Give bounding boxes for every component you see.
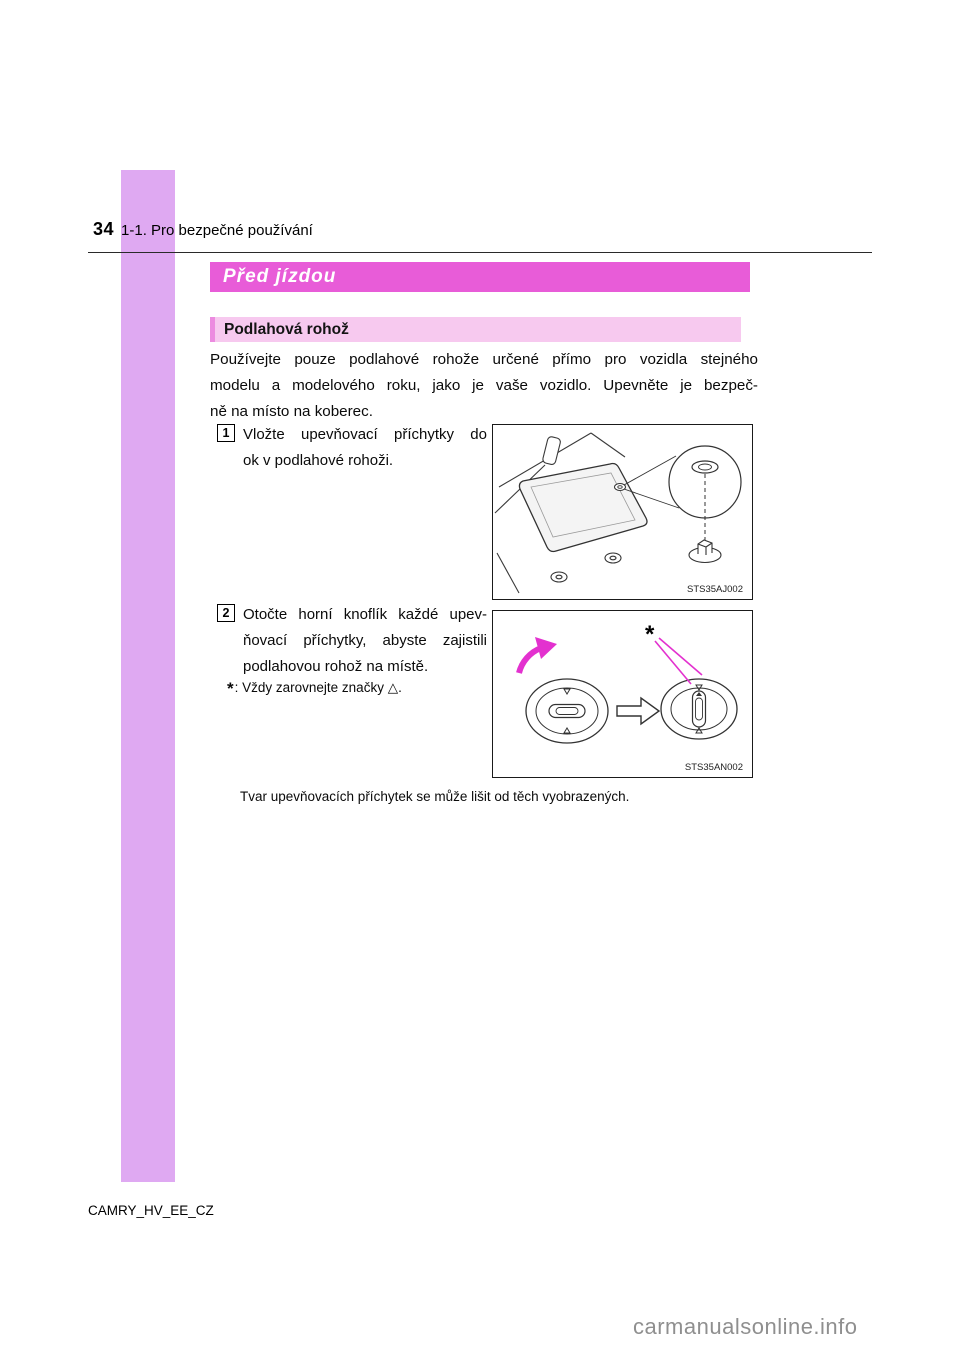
figure-floor-mat: [492, 424, 753, 600]
page-number: 34: [93, 219, 115, 239]
detail-leader-line: [624, 456, 676, 485]
step-1-line: Vložte upevňovací příchytky do: [243, 426, 487, 443]
page-header: [93, 219, 313, 240]
retention-clip-knob: [689, 540, 721, 563]
clip-unlocked: [526, 679, 608, 743]
step-2-line: ňovací příchytky, abyste zajistili: [243, 632, 487, 649]
chapter-title: Před jízdou: [223, 266, 337, 287]
header-rule: [88, 252, 872, 253]
figure-clip-rotation: [492, 610, 753, 778]
mat-eyelet: [615, 484, 626, 491]
step-1-line: ok v podlahové rohoži.: [243, 452, 394, 469]
intro-line: Používejte pouze podlahové rohože určené přímo pro vozidla stejného: [210, 351, 758, 368]
asterisk-mark: *: [645, 621, 655, 648]
intro-line: ně na místo na koberec.: [210, 403, 373, 420]
subsection-title: Podlahová rohož: [224, 320, 349, 338]
step-2-line: podlahovou rohož na místě.: [243, 658, 429, 675]
step-2-line: Otočte horní knoflík každé upev-: [243, 606, 487, 623]
watermark: carmanualsonline.info: [633, 1314, 858, 1339]
step-2-text: [243, 602, 487, 680]
footnote-text: : Vždy zarovnejte značky △.: [234, 680, 402, 695]
figure-2-code: STS35AN002: [684, 762, 743, 773]
asterisk-pointer-line: [655, 641, 691, 684]
rotation-arrow-icon: [519, 637, 557, 673]
section-header: 1-1. Pro bezpečné používání: [121, 222, 313, 239]
clip-rotation-drawing: [493, 611, 752, 777]
asterisk-pointer-line: [659, 638, 702, 675]
floor-grommets: [551, 553, 621, 582]
intro-paragraph: [210, 347, 758, 425]
asterisk: *: [227, 679, 234, 698]
pedal: [542, 436, 561, 465]
figure-1-code: STS35AJ002: [687, 584, 743, 595]
clip-locked: [661, 679, 737, 739]
floor-mat-drawing: [493, 425, 752, 599]
footnote: [227, 679, 402, 699]
shape-variation-note: Tvar upevňovacích příchytek se může lišit od těch vyobrazených.: [240, 789, 630, 804]
step-number-2: 2: [217, 604, 235, 622]
subsection-banner: [210, 317, 741, 342]
direction-arrow-icon: [617, 698, 659, 724]
document-code: CAMRY_HV_EE_CZ: [88, 1203, 214, 1218]
floor-mat: [519, 464, 647, 552]
intro-line: modelu a modelového roku, jako je vaše vozidlo. Upevněte je bezpeč-: [210, 377, 758, 394]
chapter-title-banner: [210, 262, 750, 292]
step-number-1: 1: [217, 424, 235, 442]
step-1-text: [243, 422, 487, 474]
chapter-color-stripe: [121, 170, 175, 1182]
